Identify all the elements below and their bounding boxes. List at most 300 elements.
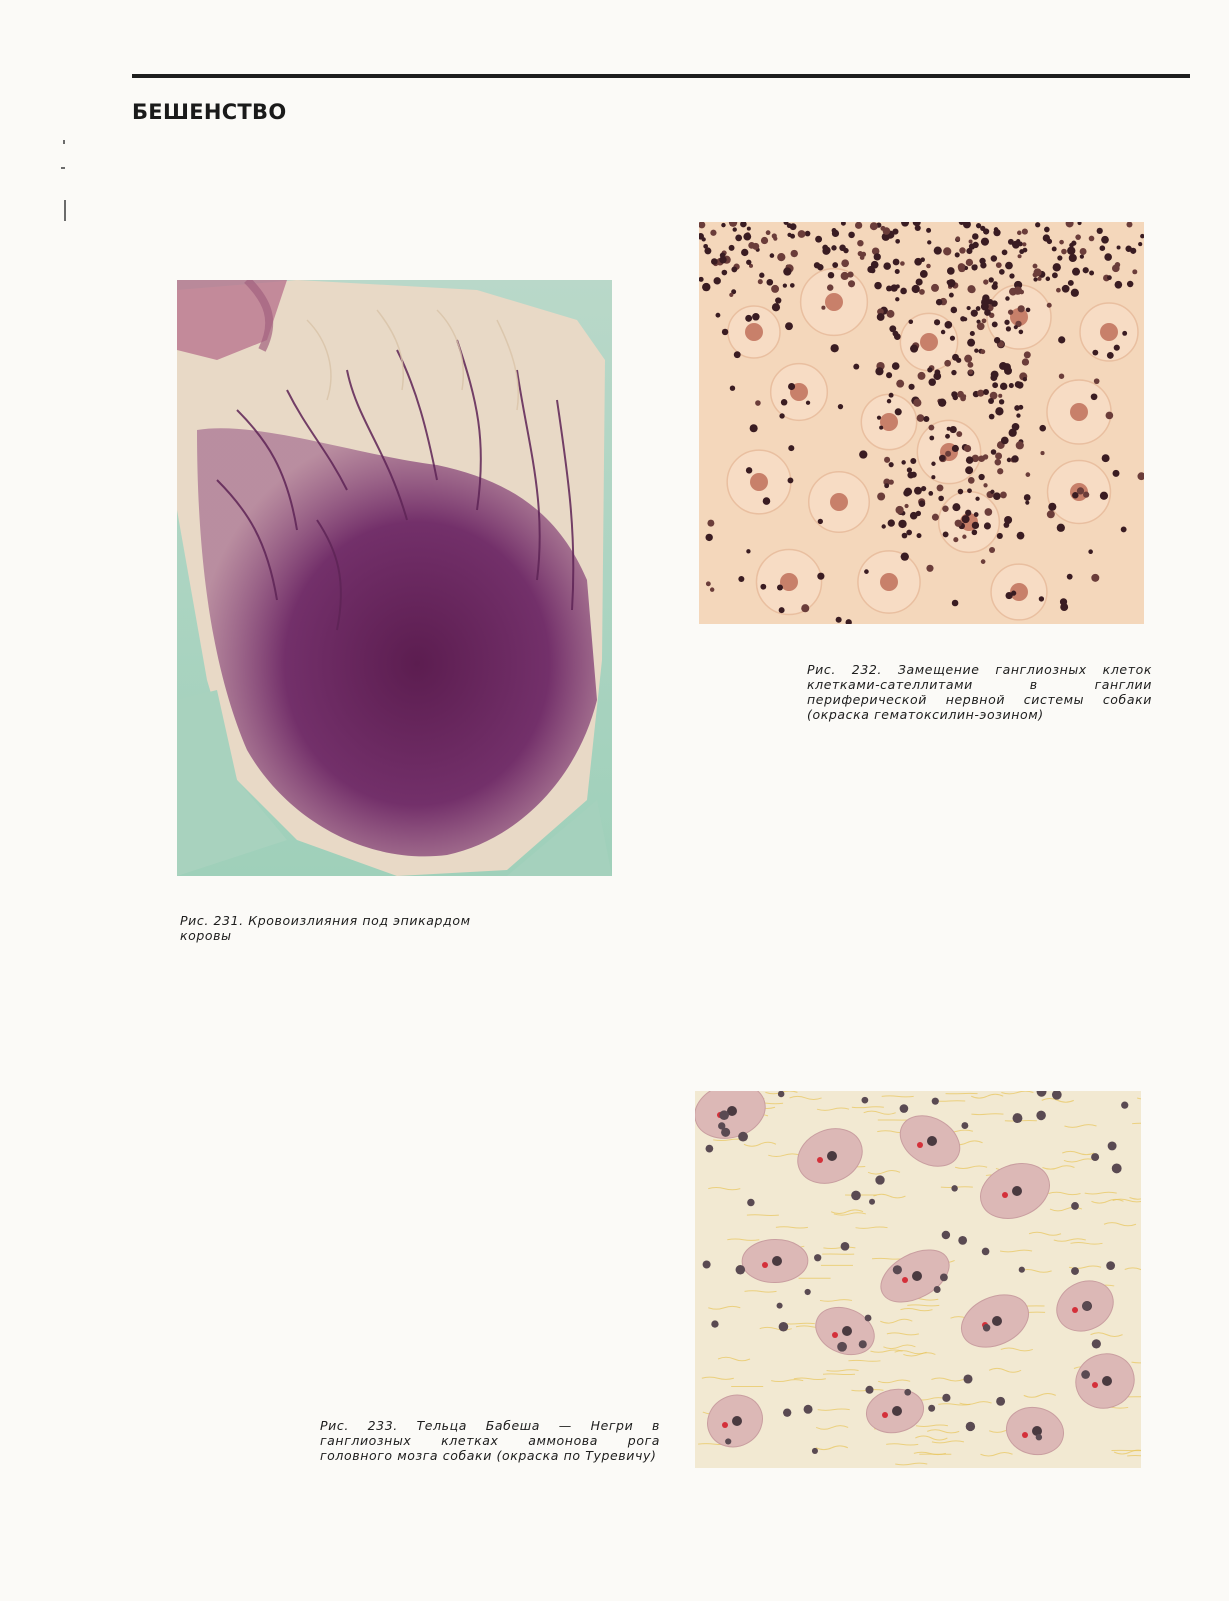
satellite-nucleus — [978, 474, 984, 480]
satellite-nucleus — [1069, 256, 1074, 261]
satellite-nucleus — [991, 449, 997, 455]
satellite-nucleus — [938, 398, 946, 406]
satellite-nucleus — [915, 225, 921, 231]
satellite-nucleus — [991, 255, 997, 261]
satellite-nucleus — [855, 222, 862, 229]
satellite-nucleus — [972, 522, 979, 529]
satellite-nucleus — [1059, 240, 1064, 245]
satellite-nucleus — [918, 372, 926, 380]
satellite-nucleus — [1001, 437, 1009, 445]
satellite-nucleus — [898, 520, 906, 528]
satellite-nucleus — [999, 269, 1005, 275]
satellite-nucleus — [927, 367, 932, 372]
figure-233-histology-negri — [695, 1091, 1141, 1468]
satellite-nucleus — [766, 279, 773, 286]
satellite-nucleus — [1005, 296, 1009, 300]
satellite-nucleus — [966, 248, 972, 254]
satellite-nucleus — [992, 382, 998, 388]
satellite-nucleus — [763, 497, 771, 505]
satellite-nucleus — [791, 250, 798, 257]
satellite-nucleus — [988, 398, 994, 404]
neuron-nucleus — [912, 1271, 922, 1281]
negri-body — [817, 1157, 823, 1163]
glial-nucleus — [804, 1405, 813, 1414]
satellite-nucleus — [779, 413, 784, 418]
satellite-nucleus — [772, 233, 777, 238]
satellite-nucleus — [1047, 303, 1052, 308]
satellite-nucleus — [994, 337, 1000, 343]
satellite-nucleus — [953, 395, 958, 400]
ganglion-nucleus — [1100, 323, 1118, 341]
glial-nucleus — [747, 1199, 754, 1206]
satellite-nucleus — [838, 404, 843, 409]
glial-nucleus — [942, 1231, 950, 1239]
glial-nucleus — [982, 1248, 990, 1256]
satellite-nucleus — [995, 459, 1002, 466]
margin-mark — [61, 167, 65, 169]
glial-nucleus — [805, 1289, 811, 1295]
glial-nucleus — [1112, 1163, 1122, 1173]
satellite-nucleus — [787, 233, 791, 237]
satellite-nucleus — [1008, 239, 1014, 245]
satellite-nucleus — [1022, 242, 1026, 246]
satellite-nucleus — [1015, 381, 1022, 388]
satellite-nucleus — [964, 445, 971, 452]
satellite-nucleus — [947, 427, 951, 431]
satellite-nucleus — [901, 552, 909, 560]
satellite-nucleus — [814, 262, 820, 268]
glial-nucleus — [783, 1408, 791, 1416]
satellite-nucleus — [848, 280, 855, 287]
satellite-nucleus — [896, 380, 904, 388]
satellite-nucleus — [972, 233, 979, 240]
satellite-nucleus — [1016, 413, 1020, 417]
satellite-nucleus — [783, 267, 791, 275]
satellite-nucleus — [798, 230, 806, 238]
satellite-nucleus — [1033, 277, 1037, 281]
satellite-nucleus — [893, 259, 900, 266]
satellite-nucleus — [758, 279, 763, 284]
satellite-nucleus — [1060, 603, 1068, 611]
satellite-nucleus — [864, 569, 869, 574]
satellite-nucleus — [806, 401, 810, 405]
satellite-nucleus — [887, 399, 891, 403]
satellite-nucleus — [926, 264, 931, 269]
satellite-nucleus — [980, 262, 986, 268]
satellite-nucleus — [817, 573, 824, 580]
satellite-nucleus — [721, 223, 725, 227]
satellite-nucleus — [990, 374, 997, 381]
glial-nucleus — [812, 1448, 818, 1454]
satellite-nucleus — [895, 297, 899, 301]
satellite-nucleus — [1022, 358, 1029, 365]
satellite-nucleus — [1017, 231, 1022, 236]
satellite-nucleus — [1056, 288, 1061, 293]
satellite-nucleus — [886, 286, 892, 292]
ganglion-nucleus — [880, 573, 898, 591]
satellite-nucleus — [970, 331, 975, 336]
satellite-nucleus — [895, 506, 903, 514]
glial-nucleus — [1106, 1261, 1115, 1270]
figure-231-caption: Рис. 231. Кровоизлияния под эпикардом коровы — [180, 913, 471, 943]
satellite-nucleus — [1052, 272, 1058, 278]
satellite-nucleus — [1006, 326, 1011, 331]
glial-nucleus — [928, 1405, 935, 1412]
satellite-nucleus — [1107, 275, 1112, 280]
satellite-nucleus — [801, 604, 809, 612]
satellite-nucleus — [989, 277, 994, 282]
satellite-nucleus — [973, 264, 978, 269]
glial-nucleus — [721, 1128, 730, 1137]
satellite-nucleus — [963, 317, 967, 321]
glial-nucleus — [951, 1185, 957, 1191]
satellite-nucleus — [731, 267, 737, 273]
satellite-nucleus — [1012, 423, 1020, 431]
glial-nucleus — [703, 1260, 711, 1268]
satellite-nucleus — [929, 436, 934, 441]
satellite-nucleus — [1004, 320, 1009, 325]
satellite-nucleus — [955, 252, 960, 257]
satellite-nucleus — [919, 500, 926, 507]
satellite-nucleus — [928, 425, 934, 431]
satellite-nucleus — [761, 237, 768, 244]
satellite-nucleus — [870, 222, 878, 230]
glial-nucleus — [841, 1242, 850, 1251]
satellite-nucleus — [1059, 374, 1064, 379]
satellite-nucleus — [1057, 255, 1062, 260]
ganglion-nucleus — [750, 473, 768, 491]
satellite-nucleus — [1009, 273, 1014, 278]
satellite-nucleus — [995, 407, 1003, 415]
glial-nucleus — [837, 1342, 847, 1352]
satellite-nucleus — [1067, 247, 1075, 255]
satellite-nucleus — [956, 236, 961, 241]
satellite-nucleus — [1068, 280, 1074, 286]
satellite-nucleus — [1002, 250, 1008, 256]
satellite-nucleus — [1132, 269, 1137, 274]
satellite-nucleus — [836, 617, 842, 623]
negri-body — [1072, 1307, 1078, 1313]
satellite-nucleus — [1089, 236, 1095, 242]
satellite-nucleus — [747, 227, 751, 231]
satellite-nucleus — [743, 233, 751, 241]
satellite-nucleus — [831, 245, 836, 250]
negri-body — [1092, 1382, 1098, 1388]
satellite-nucleus — [1014, 286, 1022, 294]
satellite-nucleus — [1106, 412, 1114, 420]
satellite-nucleus — [945, 434, 950, 439]
satellite-nucleus — [958, 489, 964, 495]
satellite-nucleus — [951, 370, 956, 375]
neuron-nucleus — [1012, 1186, 1022, 1196]
satellite-nucleus — [779, 607, 785, 613]
satellite-nucleus — [883, 262, 891, 270]
glial-nucleus — [961, 1122, 968, 1129]
satellite-nucleus — [777, 253, 785, 261]
satellite-nucleus — [822, 247, 830, 255]
satellite-nucleus — [735, 234, 742, 241]
satellite-nucleus — [933, 372, 941, 380]
glial-nucleus — [996, 1397, 1005, 1406]
satellite-nucleus — [959, 247, 965, 253]
satellite-nucleus — [1024, 494, 1031, 501]
satellite-nucleus — [1009, 383, 1014, 388]
satellite-nucleus — [888, 519, 895, 526]
satellite-nucleus — [1061, 249, 1067, 255]
satellite-nucleus — [882, 524, 886, 528]
glial-nucleus — [1092, 1339, 1101, 1348]
satellite-nucleus — [981, 559, 986, 564]
satellite-nucleus — [1014, 405, 1020, 411]
satellite-nucleus — [949, 293, 954, 298]
satellite-nucleus — [1102, 454, 1110, 462]
negri-body — [1002, 1192, 1008, 1198]
satellite-nucleus — [982, 318, 987, 323]
glial-nucleus — [865, 1386, 873, 1394]
header-rule — [132, 74, 1190, 78]
glial-nucleus — [1071, 1202, 1079, 1210]
satellite-nucleus — [896, 284, 900, 288]
satellite-nucleus — [943, 247, 951, 255]
satellite-nucleus — [1121, 527, 1127, 533]
neuron-nucleus — [842, 1326, 852, 1336]
satellite-nucleus — [1040, 451, 1044, 455]
ganglion-nucleus — [1070, 403, 1088, 421]
satellite-nucleus — [968, 370, 973, 375]
satellite-nucleus — [1091, 393, 1098, 400]
satellite-nucleus — [895, 239, 900, 244]
satellite-nucleus — [790, 283, 795, 288]
satellite-nucleus — [977, 322, 985, 330]
satellite-nucleus — [1067, 574, 1073, 580]
satellite-nucleus — [937, 484, 944, 491]
satellite-nucleus — [877, 493, 885, 501]
satellite-nucleus — [976, 306, 981, 311]
satellite-nucleus — [781, 399, 788, 406]
satellite-nucleus — [943, 531, 949, 537]
satellite-nucleus — [1058, 336, 1065, 343]
satellite-nucleus — [815, 236, 822, 243]
satellite-nucleus — [1125, 246, 1131, 252]
satellite-nucleus — [956, 431, 962, 437]
satellite-nucleus — [980, 226, 985, 231]
figure-231-heart-photo — [177, 280, 612, 876]
satellite-nucleus — [934, 319, 940, 325]
negri-body — [917, 1142, 923, 1148]
satellite-nucleus — [883, 227, 891, 235]
satellite-nucleus — [706, 581, 711, 586]
satellite-nucleus — [968, 477, 975, 484]
glial-nucleus — [934, 1286, 941, 1293]
glial-nucleus — [1036, 1434, 1042, 1440]
satellite-nucleus — [1023, 377, 1027, 381]
satellite-nucleus — [889, 462, 894, 467]
satellite-nucleus — [884, 483, 889, 488]
satellite-nucleus — [1115, 281, 1123, 289]
satellite-nucleus — [966, 456, 973, 463]
satellite-nucleus — [1018, 254, 1022, 258]
satellite-nucleus — [1046, 277, 1051, 282]
satellite-nucleus — [910, 345, 918, 353]
ganglion-nucleus — [745, 323, 763, 341]
satellite-nucleus — [967, 362, 973, 368]
glial-nucleus — [900, 1104, 909, 1113]
satellite-nucleus — [1083, 492, 1089, 498]
satellite-nucleus — [998, 394, 1002, 398]
ganglion-histology-image — [699, 222, 1144, 624]
satellite-nucleus — [746, 467, 752, 473]
satellite-nucleus — [926, 228, 931, 233]
satellite-nucleus — [1122, 331, 1127, 336]
satellite-nucleus — [892, 362, 900, 370]
margin-mark — [64, 200, 66, 221]
glial-nucleus — [932, 1098, 939, 1105]
satellite-nucleus — [783, 284, 787, 288]
satellite-nucleus — [1000, 383, 1007, 390]
satellite-nucleus — [818, 519, 823, 524]
satellite-nucleus — [1088, 549, 1093, 554]
satellite-nucleus — [967, 285, 975, 293]
satellite-nucleus — [867, 266, 874, 273]
satellite-nucleus — [952, 600, 959, 607]
satellite-nucleus — [907, 472, 914, 479]
satellite-nucleus — [821, 306, 825, 310]
satellite-nucleus — [975, 497, 979, 501]
satellite-nucleus — [752, 243, 759, 250]
satellite-nucleus — [910, 458, 916, 464]
satellite-nucleus — [1008, 309, 1013, 314]
satellite-nucleus — [972, 242, 978, 248]
satellite-nucleus — [1115, 262, 1121, 268]
satellite-nucleus — [766, 230, 771, 235]
satellite-nucleus — [1092, 350, 1098, 356]
satellite-nucleus — [777, 585, 783, 591]
satellite-nucleus — [983, 279, 988, 284]
satellite-nucleus — [962, 515, 970, 523]
satellite-nucleus — [928, 491, 933, 496]
glial-nucleus — [875, 1175, 884, 1184]
satellite-nucleus — [1044, 227, 1050, 233]
satellite-nucleus — [827, 284, 833, 290]
satellite-nucleus — [958, 263, 965, 270]
satellite-nucleus — [719, 256, 726, 263]
satellite-nucleus — [832, 230, 839, 237]
satellite-nucleus — [931, 475, 935, 479]
satellite-nucleus — [955, 520, 962, 527]
satellite-nucleus — [710, 230, 716, 236]
satellite-nucleus — [964, 355, 972, 363]
negri-body — [832, 1332, 838, 1338]
satellite-nucleus — [974, 348, 978, 352]
glial-nucleus — [719, 1110, 729, 1120]
satellite-nucleus — [906, 530, 912, 536]
satellite-nucleus — [1023, 248, 1028, 253]
satellite-nucleus — [920, 270, 928, 278]
satellite-nucleus — [841, 259, 849, 267]
satellite-nucleus — [1039, 596, 1044, 601]
satellite-nucleus — [996, 262, 1002, 268]
ganglion-nucleus — [920, 333, 938, 351]
satellite-nucleus — [944, 360, 951, 367]
satellite-nucleus — [895, 269, 900, 274]
satellite-nucleus — [734, 351, 741, 358]
satellite-nucleus — [1077, 487, 1084, 494]
satellite-nucleus — [913, 399, 921, 407]
satellite-nucleus — [1080, 255, 1084, 259]
satellite-nucleus — [874, 282, 882, 290]
satellite-nucleus — [900, 288, 907, 295]
satellite-nucleus — [1035, 222, 1040, 227]
satellite-nucleus — [984, 508, 992, 516]
satellite-nucleus — [1003, 363, 1011, 371]
satellite-nucleus — [805, 231, 811, 237]
satellite-nucleus — [947, 279, 955, 287]
satellite-nucleus — [889, 325, 896, 332]
satellite-nucleus — [1052, 247, 1057, 252]
satellite-nucleus — [710, 587, 714, 591]
satellite-nucleus — [892, 229, 898, 235]
satellite-nucleus — [771, 285, 779, 293]
satellite-nucleus — [901, 460, 905, 464]
satellite-nucleus — [997, 533, 1003, 539]
satellite-nucleus — [952, 445, 959, 452]
satellite-nucleus — [980, 349, 985, 354]
satellite-nucleus — [1026, 308, 1031, 313]
satellite-nucleus — [884, 457, 890, 463]
satellite-nucleus — [965, 466, 973, 474]
satellite-nucleus — [1017, 532, 1025, 540]
satellite-nucleus — [1037, 277, 1041, 281]
negri-body — [882, 1412, 888, 1418]
glial-nucleus — [869, 1199, 875, 1205]
satellite-nucleus — [714, 277, 721, 284]
glial-nucleus — [865, 1315, 872, 1322]
satellite-nucleus — [902, 533, 908, 539]
satellite-nucleus — [875, 367, 883, 375]
glial-nucleus — [893, 1265, 902, 1274]
satellite-nucleus — [1089, 271, 1094, 276]
satellite-nucleus — [858, 251, 863, 256]
satellite-nucleus — [1025, 501, 1029, 505]
satellite-nucleus — [733, 227, 737, 231]
satellite-nucleus — [1091, 574, 1099, 582]
satellite-nucleus — [984, 309, 991, 316]
satellite-nucleus — [1043, 234, 1050, 241]
satellite-nucleus — [983, 454, 988, 459]
neuron-nucleus — [772, 1256, 782, 1266]
satellite-nucleus — [1097, 228, 1103, 234]
satellite-nucleus — [729, 293, 733, 297]
satellite-nucleus — [945, 321, 953, 329]
satellite-nucleus — [938, 496, 944, 502]
glial-nucleus — [706, 1145, 714, 1153]
satellite-nucleus — [1071, 289, 1079, 297]
glial-nucleus — [1121, 1102, 1128, 1109]
section-title: БЕШЕНСТВО — [132, 100, 287, 124]
satellite-nucleus — [942, 505, 948, 511]
satellite-nucleus — [1127, 281, 1133, 287]
glial-nucleus — [966, 1422, 975, 1431]
glial-nucleus — [736, 1265, 745, 1274]
satellite-nucleus — [1034, 268, 1042, 276]
satellite-nucleus — [746, 260, 751, 265]
satellite-nucleus — [752, 313, 760, 321]
satellite-nucleus — [960, 396, 966, 402]
satellite-nucleus — [1018, 242, 1023, 247]
satellite-nucleus — [1072, 268, 1080, 276]
satellite-nucleus — [770, 253, 775, 258]
satellite-nucleus — [887, 310, 895, 318]
